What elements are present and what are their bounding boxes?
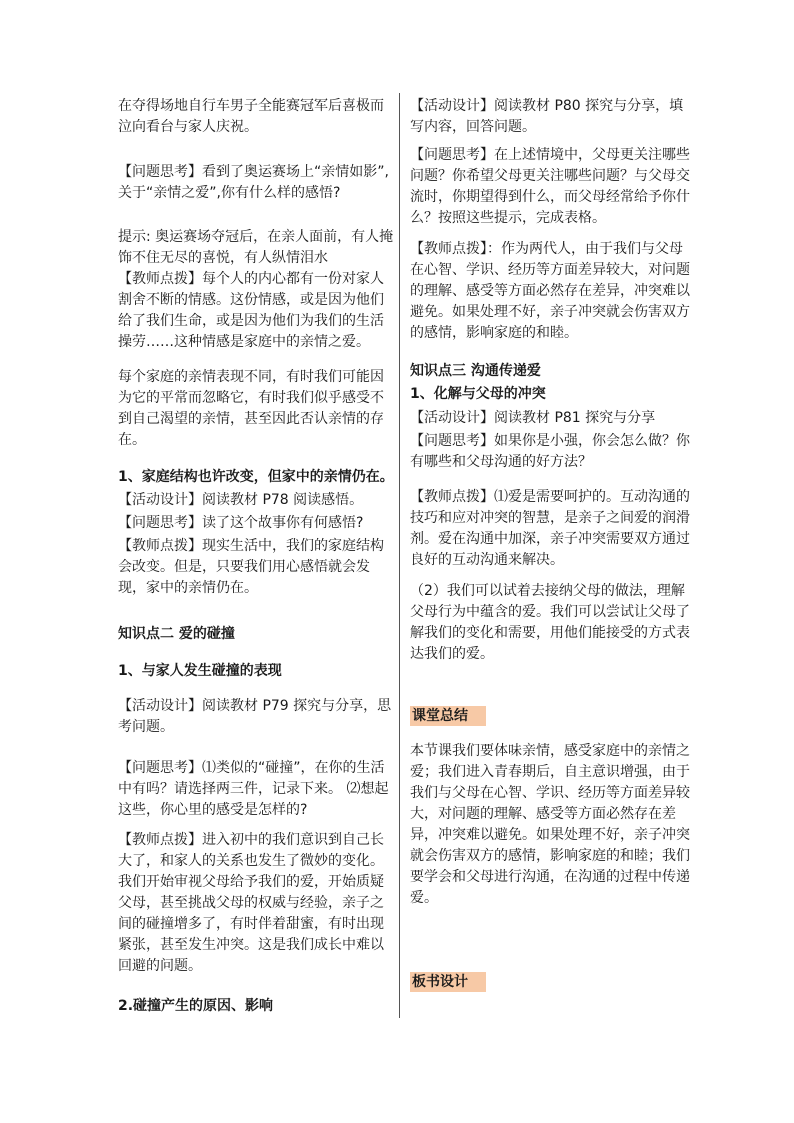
heading-class-summary	[410, 706, 690, 727]
question-collision: 【问题思考】⑴类似的“碰撞”，在你的生活中有吗？请选择两三件，记录下来。 ⑵想起这些，你心里的感受是怎样的?	[118, 760, 389, 818]
column-divider	[399, 93, 400, 1018]
heading-collision-causes: 2.碰撞产生的原因、影响	[118, 998, 274, 1014]
teacher-note-communication-1: 【教师点拨】⑴爱是需要呵护的。互动沟通的技巧和应对冲突的智慧，是亲子之间爱的润滑剂。爱在沟通中加深，亲子冲突需要双方通过良好的互动沟通来解决。	[410, 489, 690, 568]
question-family-love: 【问题思考】看到了奥运赛场上“亲情如影”,关于“亲情之爱”,你有什么样的感悟?	[118, 164, 389, 201]
activity-p78: 【活动设计】阅读教材 P78 阅读感悟。	[118, 492, 364, 508]
question-xiaoqiang: 【问题思考】如果你是小强，你会怎么做？你有哪些和父母沟通的好方法？	[410, 433, 690, 470]
paragraph-cyclist: 在夺得场地自行车男子全能赛冠军后喜极而泣向看台与家人庆祝。	[118, 98, 384, 135]
heading-resolve-conflict: 1、化解与父母的冲突	[410, 386, 546, 402]
board-title: 板书设计	[410, 972, 486, 992]
hint-paragraph: 提示: 奥运赛场夺冠后，在亲人面前，有人掩饰不住无尽的喜悦，有人纵情泪水	[118, 229, 394, 266]
heading-board-design	[410, 972, 690, 993]
teacher-note-collision: 【教师点拨】进入初中的我们意识到自己长大了，和家人的关系也发生了微妙的变化。我们开始审视父母给予我们的爱，开始质疑父母，甚至挑战父母的权威与经验，亲子之间的碰撞增多了，有时伴着甜蜜，有时出现紧张，甚至发生冲突。这是我们成长中难以回避的问题。	[118, 832, 384, 974]
question-parents-focus: 【问题思考】在上述情境中，父母更关注哪些问题？你希望父母更关注哪些问题？与父母交流时，你期望得到什么，而父母经常给予你什么？按照这些提示，完成表格。	[410, 147, 690, 226]
paragraph-family-differences: 每个家庭的亲情表现不同，有时我们可能因为它的平常而忽略它，有时我们似乎感受不到自己渴望的亲情，甚至因此否认亲情的存在。	[118, 369, 384, 448]
activity-p79: 【活动设计】阅读教材 P79 探究与分享，思考问题。	[118, 698, 392, 735]
heading-knowledge-point-two: 知识点二 爱的碰撞	[118, 626, 235, 642]
teacher-note-family-love: 【教师点拨】每个人的内心都有一份对家人割舍不断的情感。这份情感，或是因为他们给了我们生命，或是因为他们为我们的生活操劳……这种情感是家庭中的亲情之爱。	[118, 271, 384, 350]
question-story: 【问题思考】读了这个故事你有何感悟?	[118, 515, 364, 531]
teacher-note-generations: 【教师点拨】：作为两代人，由于我们与父母在心智、学识、经历等方面差异较大，对问题的理解、感受等方面必然存在差异，冲突难以避免。如果处理不好，亲子冲突就会伤害双方的感情，影响家庭的和睦。	[410, 241, 690, 341]
heading-family-structure: 1、家庭结构也许改变，但家中的亲情仍在。	[118, 469, 394, 485]
activity-p80: 【活动设计】阅读教材 P80 探究与分享，填写内容，回答问题。	[410, 98, 684, 135]
heading-collision-signs: 1、与家人发生碰撞的表现	[118, 663, 282, 679]
teacher-note-communication-2: （2）我们可以试着去接纳父母的做法，理解父母行为中蕴含的爱。我们可以尝试让父母了解我们的变化和需要，用他们能接受的方式表达我们的爱。	[410, 583, 690, 662]
summary-title: 课堂总结	[410, 706, 486, 726]
teacher-note-structure: 【教师点拨】现实生活中，我们的家庭结构会改变。但是，只要我们用心感悟就会发现，家中的亲情仍在。	[118, 538, 384, 596]
activity-p81: 【活动设计】阅读教材 P81 探究与分享	[410, 410, 656, 426]
heading-knowledge-point-three: 知识点三 沟通传递爱	[410, 363, 541, 379]
summary-paragraph: 本节课我们要体味亲情，感受家庭中的亲情之爱；我们进入青春期后，自主意识增强，由于我们与父母在心智、学识、经历等方面差异较大，对问题的理解、感受等方面必然存在差异，冲突难以避免。如果处理不好，亲子冲突就会伤害双方的感情，影响家庭的和睦；我们要学会和父母进行沟通，在沟通的过程中传递爱。	[410, 743, 690, 906]
